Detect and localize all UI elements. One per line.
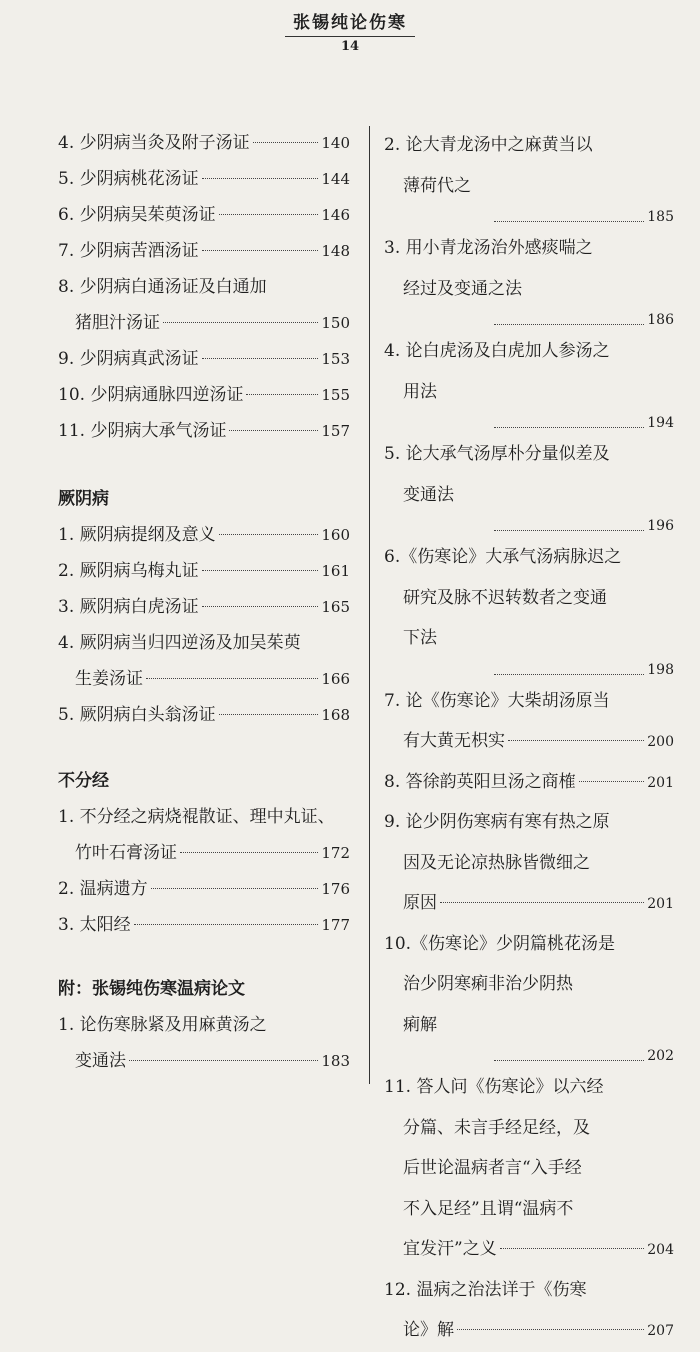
header-rule (285, 36, 415, 37)
toc-entry (58, 517, 350, 553)
toc-entry-line: 经过及变通之法 (403, 278, 522, 299)
page-ref: 172 (321, 844, 350, 862)
toc-entry (58, 625, 350, 697)
entry-title: 7. 少阴病苦酒汤证 (58, 241, 199, 261)
toc-entry (58, 871, 350, 907)
dot-leader-line (384, 412, 674, 434)
page-ref: 185 (647, 209, 674, 225)
page-ref: 202 (647, 1048, 674, 1064)
dot-leader (579, 781, 645, 782)
toc-entry (58, 413, 350, 449)
page-ref: 140 (321, 134, 350, 152)
toc-entry-line (58, 305, 350, 341)
dot-leader (219, 214, 319, 215)
dot-leader (246, 394, 318, 395)
entry-title: 10. 少阴病通脉四逆汤证 (58, 385, 244, 405)
dot-leader (202, 358, 319, 359)
dot-leader (457, 1329, 644, 1330)
dot-leader (229, 430, 318, 431)
entry-title: 5. 厥阴病白头翁汤证 (58, 705, 216, 725)
dot-leader (202, 250, 319, 251)
toc-entry-line (58, 197, 350, 233)
entry-title: 竹叶石膏汤证 (75, 843, 177, 863)
page-ref: 183 (321, 1052, 350, 1070)
page-ref: 176 (321, 880, 350, 898)
toc-entry-line: 1. 论伤寒脉紧及用麻黄汤之 (58, 1015, 267, 1035)
toc-entry-line (384, 762, 674, 803)
dot-leader (500, 1248, 645, 1249)
entry-title: 3. 厥阴病白虎汤证 (58, 597, 199, 617)
page-ref: 160 (321, 526, 350, 544)
dot-leader (202, 606, 319, 607)
toc-entry (58, 197, 350, 233)
dot-leader-line (384, 659, 674, 681)
dot-leader (180, 852, 318, 853)
entry-title: 原因 (403, 893, 437, 913)
toc-entry-line: 因及无论凉热脉皆微细之 (403, 852, 590, 873)
page-ref: 148 (321, 242, 350, 260)
entry-title: 4. 少阴病当灸及附子汤证 (58, 133, 250, 153)
dot-leader (494, 324, 644, 325)
page-ref: 186 (647, 312, 674, 328)
toc-entry (58, 161, 350, 197)
toc-entry-line (58, 907, 350, 943)
toc-entry (384, 802, 674, 924)
page-ref: 150 (321, 314, 350, 332)
toc-entry-line (58, 125, 350, 161)
dot-leader (440, 902, 644, 903)
dot-leader (253, 142, 319, 143)
toc-entry-line: 5. 论大承气汤厚朴分量似差及 (384, 444, 610, 464)
page-ref: 166 (321, 670, 350, 688)
toc-entry-line (384, 883, 674, 924)
toc-entry (58, 233, 350, 269)
entry-title: 猪胆汁汤证 (75, 313, 160, 333)
entry-title: 变通法 (75, 1051, 126, 1071)
running-head (0, 8, 700, 54)
toc-entry (384, 762, 674, 803)
dot-leader (219, 534, 319, 535)
toc-entry-line (58, 661, 350, 697)
toc-entry-line: 不入足经”且谓“温病不 (403, 1198, 574, 1219)
entry-title: 1. 厥阴病提纲及意义 (58, 525, 216, 545)
page-ref: 201 (647, 896, 674, 912)
toc-entry (58, 125, 350, 161)
book-title: 张锡纯论伤寒 (293, 13, 407, 33)
toc-entry-line (58, 161, 350, 197)
page-ref: 168 (321, 706, 350, 724)
toc-entry-line: 4. 论白虎汤及白虎加人参汤之 (384, 341, 610, 361)
toc-entry-line (58, 1043, 350, 1079)
toc-entry-line: 薄荷代之 (403, 175, 471, 196)
entry-title: 2. 温病遗方 (58, 879, 148, 899)
section-title-bufenjing: 不分经 (58, 771, 109, 791)
dot-leader-line (384, 1045, 674, 1067)
toc-entry-line (58, 233, 350, 269)
jueyin-list (58, 517, 350, 733)
toc-entry-line: 4. 厥阴病当归四逆汤及加吴茱萸 (58, 633, 301, 653)
dot-leader (494, 530, 644, 531)
toc-entry (58, 269, 350, 341)
entry-title: 2. 厥阴病乌梅丸证 (58, 561, 199, 581)
right-column (384, 125, 674, 1351)
toc-entry-line: 6.《伤寒论》大承气汤病脉迟之 (384, 547, 622, 567)
entry-title: 8. 答徐韵英阳旦汤之商榷 (384, 771, 576, 792)
toc-entry (384, 434, 674, 537)
dot-leader (508, 740, 644, 741)
toc-entry-line (384, 1310, 674, 1351)
left-column (58, 125, 350, 1079)
toc-entry-line (58, 871, 350, 907)
entry-title: 宜发汗”之义 (403, 1239, 497, 1259)
toc-entry-line: 12. 温病之治法详于《伤寒 (384, 1279, 587, 1300)
toc-entry (384, 331, 674, 434)
entry-title: 3. 太阳经 (58, 915, 131, 935)
toc-entry (384, 125, 674, 228)
shaoyin-list (58, 125, 350, 449)
toc-entry-line: 治少阴寒痢非治少阴热 (403, 974, 573, 994)
toc-entry (58, 589, 350, 625)
page-ref: 146 (321, 206, 350, 224)
dot-leader (494, 427, 644, 428)
dot-leader (202, 570, 319, 571)
toc-entry-line: 下法 (403, 628, 437, 648)
dot-leader-line (384, 515, 674, 537)
toc-entry-line (58, 413, 350, 449)
toc-entry-line: 研究及脉不迟转数者之变通 (403, 587, 607, 608)
toc-entry-line: 10.《伤寒论》少阴篇桃花汤是 (384, 933, 616, 954)
toc-entry-line (384, 1229, 674, 1270)
toc-entry (58, 553, 350, 589)
toc-entry-line (58, 589, 350, 625)
toc-entry-line (58, 553, 350, 589)
page-ref: 207 (647, 1323, 674, 1339)
page-ref: 196 (647, 518, 674, 534)
appendix-list (58, 1007, 350, 1079)
toc-entry-line: 后世论温病者言“入手经 (403, 1158, 582, 1178)
column-divider (369, 126, 370, 1084)
toc-entry-line: 3. 用小青龙汤治外感痰喘之 (384, 238, 593, 258)
toc-entry-line: 分篇、未言手经足经，及 (403, 1117, 590, 1138)
page-ref: 200 (647, 734, 674, 750)
toc-entry-line (384, 721, 674, 762)
toc-entry-line: 11. 答人问《伤寒论》以六经 (384, 1077, 604, 1097)
entry-title: 9. 少阴病真武汤证 (58, 349, 199, 369)
dot-leader (163, 322, 318, 323)
page-ref: 155 (321, 386, 350, 404)
page-ref: 153 (321, 350, 350, 368)
toc-entry-line: 变通法 (403, 484, 454, 505)
toc-entry (58, 1007, 350, 1079)
page-ref: 165 (321, 598, 350, 616)
toc-entry (58, 377, 350, 413)
entry-title: 有大黄无枳实 (403, 731, 505, 751)
page-ref: 157 (321, 422, 350, 440)
dot-leader (494, 674, 644, 675)
toc-entry (58, 697, 350, 733)
page-ref: 204 (647, 1242, 674, 1258)
toc-entry-line (58, 377, 350, 413)
dot-leader-line (384, 309, 674, 331)
dot-leader (129, 1060, 318, 1061)
entry-title: 5. 少阴病桃花汤证 (58, 169, 199, 189)
entry-title: 论》解 (403, 1320, 454, 1340)
toc-entry (384, 1067, 674, 1270)
section-title-appendix: 附：张锡纯伤寒温病论文 (58, 979, 245, 999)
dot-leader (494, 221, 644, 222)
toc-entry-line (58, 835, 350, 871)
dot-leader-line (384, 206, 674, 228)
dot-leader (146, 678, 318, 679)
dot-leader (202, 178, 319, 179)
page-ref: 201 (647, 774, 674, 791)
toc-entry-line: 2. 论大青龙汤中之麻黄当以 (384, 135, 593, 155)
entry-title: 生姜汤证 (75, 669, 143, 689)
toc-entry (384, 228, 674, 331)
page-ref: 194 (647, 415, 674, 431)
appendix-list-continued (384, 125, 674, 1351)
dot-leader (134, 924, 319, 925)
dot-leader (151, 888, 319, 889)
entry-title: 6. 少阴病吴茱萸汤证 (58, 205, 216, 225)
page-number: 14 (340, 39, 360, 54)
toc-entry-line: 9. 论少阴伤寒病有寒有热之原 (384, 812, 610, 832)
page-ref: 144 (321, 170, 350, 188)
dot-leader (494, 1060, 644, 1061)
bufenjing-list (58, 799, 350, 943)
toc-entry (384, 1270, 674, 1351)
page-ref: 177 (321, 916, 350, 934)
section-title-jueyin: 厥阴病 (58, 489, 109, 509)
toc-entry (58, 341, 350, 377)
toc-entry (384, 681, 674, 762)
toc-entry-line: 1. 不分经之病烧裩散证、理中丸证、 (58, 807, 335, 827)
toc-entry (384, 924, 674, 1068)
toc-entry-line: 7. 论《伤寒论》大柴胡汤原当 (384, 690, 610, 711)
page-ref: 198 (647, 661, 674, 678)
toc-entry-line (58, 517, 350, 553)
toc-entry-line: 用法 (403, 381, 437, 402)
toc-entry (58, 907, 350, 943)
dot-leader (219, 714, 319, 715)
page-ref: 161 (321, 562, 350, 580)
toc-entry-line: 痢解 (403, 1014, 437, 1035)
toc-entry-line: 8. 少阴病白通汤证及白通加 (58, 277, 267, 297)
toc-entry (58, 799, 350, 871)
entry-title: 11. 少阴病大承气汤证 (58, 421, 227, 441)
toc-entry (384, 537, 674, 681)
toc-entry-line (58, 697, 350, 733)
toc-entry-line (58, 341, 350, 377)
